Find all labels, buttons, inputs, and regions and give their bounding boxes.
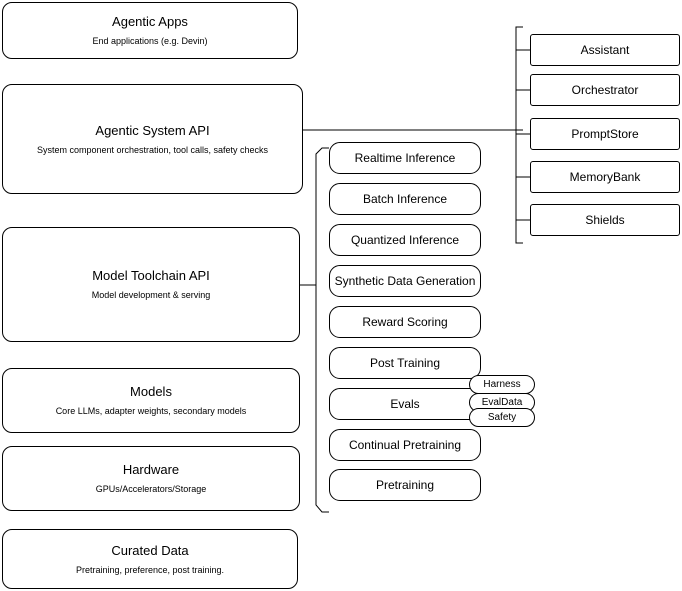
stack-layer-models[interactable] — [2, 368, 300, 433]
agentic-component-promptstore[interactable]: PromptStore — [530, 118, 680, 150]
toolchain-item-batch-inference[interactable]: Batch Inference — [329, 183, 481, 215]
stack-layer-subtitle: End applications (e.g. Devin) — [92, 36, 208, 46]
stack-layer-hardware[interactable] — [2, 446, 300, 511]
toolchain-item-reward-scoring[interactable]: Reward Scoring — [329, 306, 481, 338]
evals-tag-safety[interactable]: Safety — [469, 408, 535, 427]
stack-layer-subtitle: Model development & serving — [91, 290, 211, 300]
stack-layer-title: Curated Data — [111, 542, 189, 558]
stack-layer-title: Models — [130, 384, 172, 399]
agentic-component-shields[interactable]: Shields — [530, 204, 680, 236]
stack-layer-subtitle: System component orchestration, tool calls, safety checks — [36, 144, 269, 155]
agentic-component-orchestrator[interactable]: Orchestrator — [530, 74, 680, 106]
toolchain-item-realtime-inference[interactable]: Realtime Inference — [329, 142, 481, 174]
agentic-component-assistant[interactable]: Assistant — [530, 34, 680, 66]
evals-tag-harness[interactable]: Harness — [469, 375, 535, 394]
toolchain-item-synthetic-data-generation[interactable]: Synthetic Data Generation — [329, 265, 481, 297]
toolchain-item-post-training[interactable]: Post Training — [329, 347, 481, 379]
stack-layer-curated-data[interactable] — [2, 529, 298, 589]
stack-layer-subtitle: Pretraining, preference, post training. — [75, 564, 225, 575]
stack-layer-model-toolchain-api[interactable] — [2, 227, 300, 342]
stack-layer-title: Agentic Apps — [112, 14, 188, 29]
stack-layer-agentic-apps[interactable] — [2, 2, 298, 59]
stack-layer-subtitle: GPUs/Accelerators/Storage — [95, 484, 207, 494]
evals-tag-evaldata[interactable]: EvalData — [469, 393, 535, 412]
toolchain-item-quantized-inference[interactable]: Quantized Inference — [329, 224, 481, 256]
stack-layer-title: Hardware — [122, 462, 180, 477]
toolchain-item-pretraining[interactable]: Pretraining — [329, 469, 481, 501]
stack-layer-subtitle: Core LLMs, adapter weights, secondary models — [55, 406, 247, 416]
stack-layer-agentic-system-api[interactable] — [2, 84, 303, 194]
toolchain-item-evals[interactable]: Evals — [329, 388, 481, 420]
stack-layer-title: Model Toolchain API — [92, 268, 210, 283]
stack-layer-title: Agentic System API — [95, 122, 210, 138]
agentic-component-memorybank[interactable]: MemoryBank — [530, 161, 680, 193]
toolchain-item-continual-pretraining[interactable]: Continual Pretraining — [329, 429, 481, 461]
